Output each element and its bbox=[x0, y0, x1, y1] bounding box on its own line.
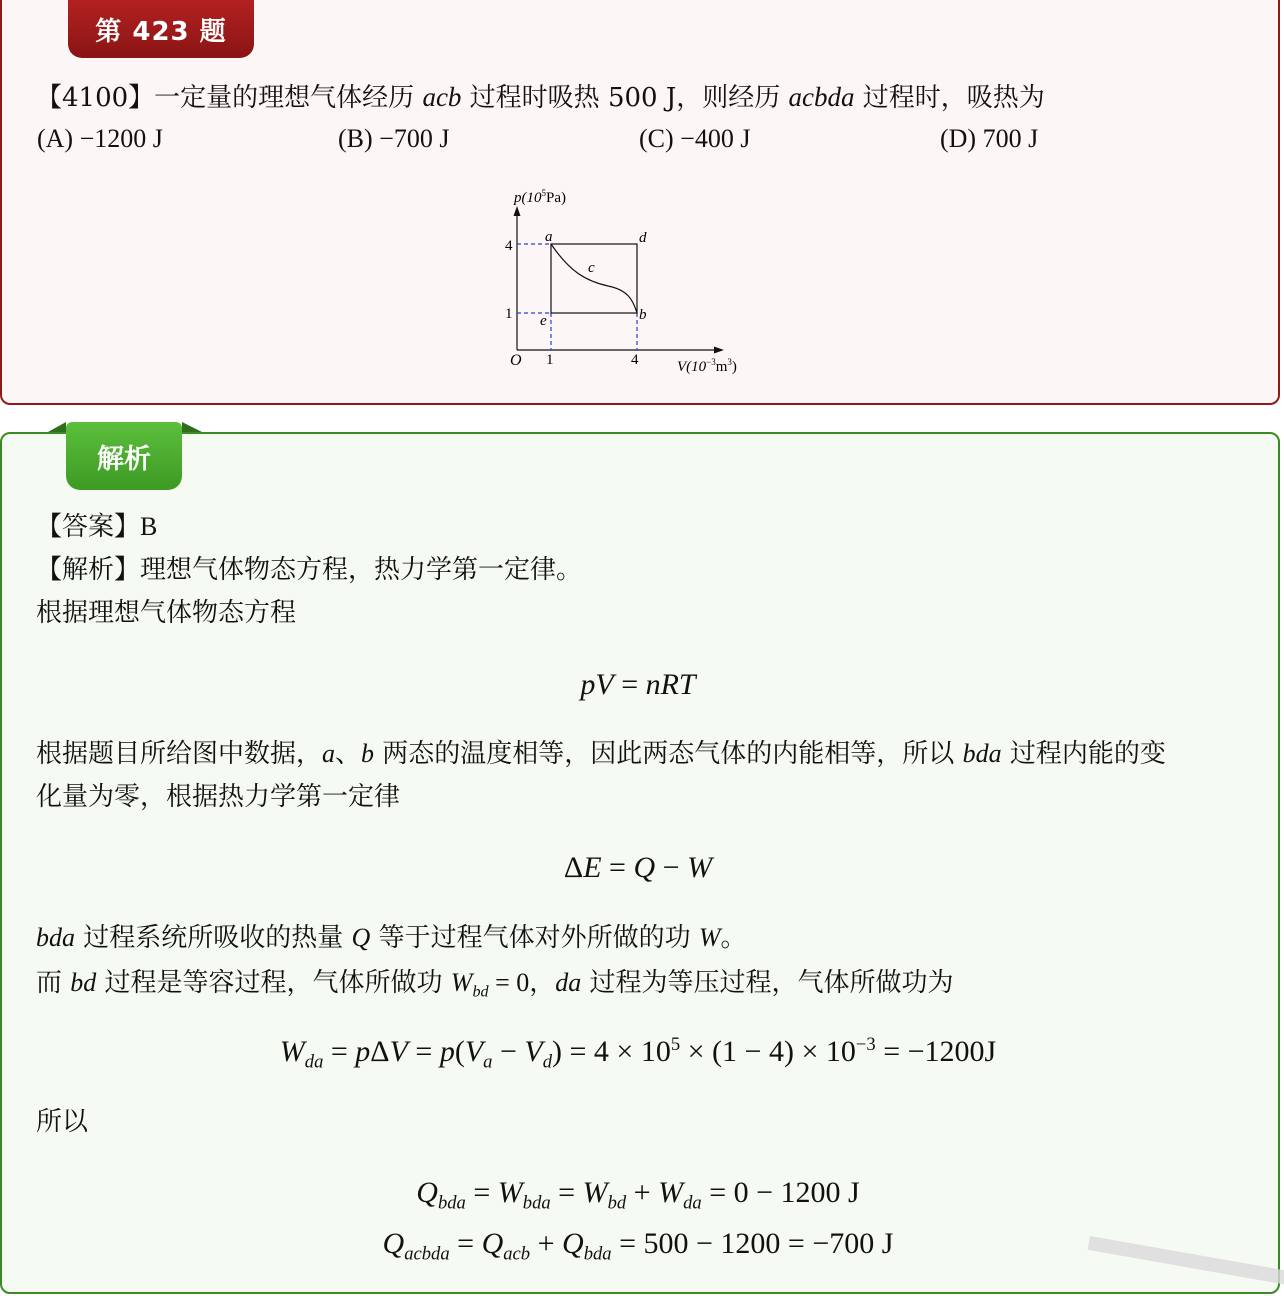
solution-line-1: 根据理想气体物态方程 bbox=[36, 598, 297, 628]
solution-tab-ear-left bbox=[48, 422, 66, 432]
tick-p-4: 4 bbox=[505, 238, 513, 254]
line2-text-a: 根据题目所给图中数据， bbox=[36, 739, 323, 769]
line2-text-c: 两态的温度相等，因此两态气体的内能相等，所以 bbox=[374, 739, 963, 769]
p-axis-arrow bbox=[514, 206, 521, 216]
v-axis-arrow bbox=[714, 347, 724, 354]
point-d-label: d bbox=[639, 230, 647, 246]
solution-line-5 bbox=[36, 966, 954, 1010]
line4-var-q: Q bbox=[351, 923, 371, 952]
equation-ideal-gas: pV = nRT bbox=[580, 668, 696, 701]
question-path-acb: acb bbox=[422, 82, 462, 112]
tick-v-1: 1 bbox=[546, 352, 554, 368]
line2-var-b: b bbox=[361, 739, 375, 768]
option-c[interactable]: (C) −400 J bbox=[639, 124, 751, 153]
question-mid: 过程时吸热 500 J，则经历 bbox=[461, 83, 789, 113]
answer-tag: 【答案】 bbox=[36, 512, 141, 542]
line2-text-d: 过程内能的变 bbox=[1001, 739, 1166, 769]
answer-value: B bbox=[140, 512, 158, 541]
line2-var-a: a bbox=[322, 739, 336, 768]
equation-first-law: ΔE = Q − W bbox=[563, 851, 713, 884]
solution-tab-ear-right bbox=[182, 422, 202, 432]
process-curve-acb bbox=[551, 244, 637, 313]
solution-line-6: 所以 bbox=[36, 1107, 89, 1137]
line5-var-wbd: $W_{bd}$ bbox=[450, 968, 489, 1001]
answer-line bbox=[36, 510, 157, 544]
solution-line-3: 化量为零，根据热力学第一定律 bbox=[36, 782, 401, 812]
line5-text-b: 过程是等容过程，气体所做功 bbox=[96, 968, 451, 998]
solution-line-2 bbox=[36, 737, 1166, 771]
equation-work-da: $W_{da} = p\Delta V = p(V_a - V_d) = 4 \times 10^5 \times (1 - 4) \times 10^{-3} = -1200J$ bbox=[279, 1034, 997, 1073]
line4-text-b: 等于过程气体对外所做的功 bbox=[370, 923, 699, 953]
line4-text-a: 过程系统所吸收的热量 bbox=[75, 923, 352, 953]
point-c-label: c bbox=[588, 260, 595, 276]
option-b[interactable]: (B) −700 J bbox=[338, 124, 450, 153]
line5-eq: = 0， bbox=[488, 968, 556, 997]
analysis-text: 理想气体物态方程，热力学第一定律。 bbox=[140, 555, 583, 585]
option-a[interactable]: (A) −1200 J bbox=[37, 124, 163, 153]
line4-var-w: W bbox=[698, 923, 721, 952]
point-e-label: e bbox=[540, 313, 547, 329]
problem-number-tab: 第 423 题 bbox=[68, 0, 254, 58]
analysis-line bbox=[36, 553, 582, 587]
p-axis-label: $p(10^5Pa)$ bbox=[514, 188, 566, 206]
line5-var-bd: bd bbox=[70, 968, 97, 997]
point-b-label: b bbox=[639, 307, 647, 323]
process-rectangle bbox=[551, 244, 637, 313]
v-axis-label: $V(10^{-3}m^3)$ bbox=[677, 357, 737, 375]
tick-v-4: 4 bbox=[631, 352, 639, 368]
analysis-tag: 【解析】 bbox=[36, 555, 141, 585]
pv-diagram bbox=[490, 180, 780, 380]
line4-var-bda: bda bbox=[36, 923, 75, 952]
question-suffix: 过程时，吸热为 bbox=[854, 83, 1045, 113]
line2-text-b: 、 bbox=[335, 739, 362, 769]
line5-text-c: 过程为等压过程，气体所做功为 bbox=[581, 968, 954, 998]
question-prefix: 【4100】一定量的理想气体经历 bbox=[36, 83, 423, 113]
line5-text-a: 而 bbox=[36, 968, 71, 998]
line5-var-da: da bbox=[555, 968, 582, 997]
question-path-acbda: acbda bbox=[788, 82, 855, 112]
solution-tab: 解析 bbox=[66, 422, 182, 490]
answer-options bbox=[0, 124, 1276, 160]
equation-q-bda: $Q_{bda} = W_{bda} = W_{bd} + W_{da} = 0 - 1200$ J bbox=[416, 1176, 860, 1214]
tick-p-1: 1 bbox=[505, 306, 513, 322]
equation-q-acbda: $Q_{acbda} = Q_{acb} + Q_{bda} = 500 - 1200 = -700$ J bbox=[382, 1227, 894, 1265]
option-d[interactable]: (D) 700 J bbox=[940, 124, 1039, 153]
origin-label: O bbox=[510, 352, 522, 369]
line4-text-c: 。 bbox=[720, 923, 747, 953]
question-text bbox=[36, 80, 1045, 115]
solution-line-4 bbox=[36, 921, 747, 955]
line2-var-bda: bda bbox=[962, 739, 1002, 768]
point-a-label: a bbox=[545, 229, 553, 245]
